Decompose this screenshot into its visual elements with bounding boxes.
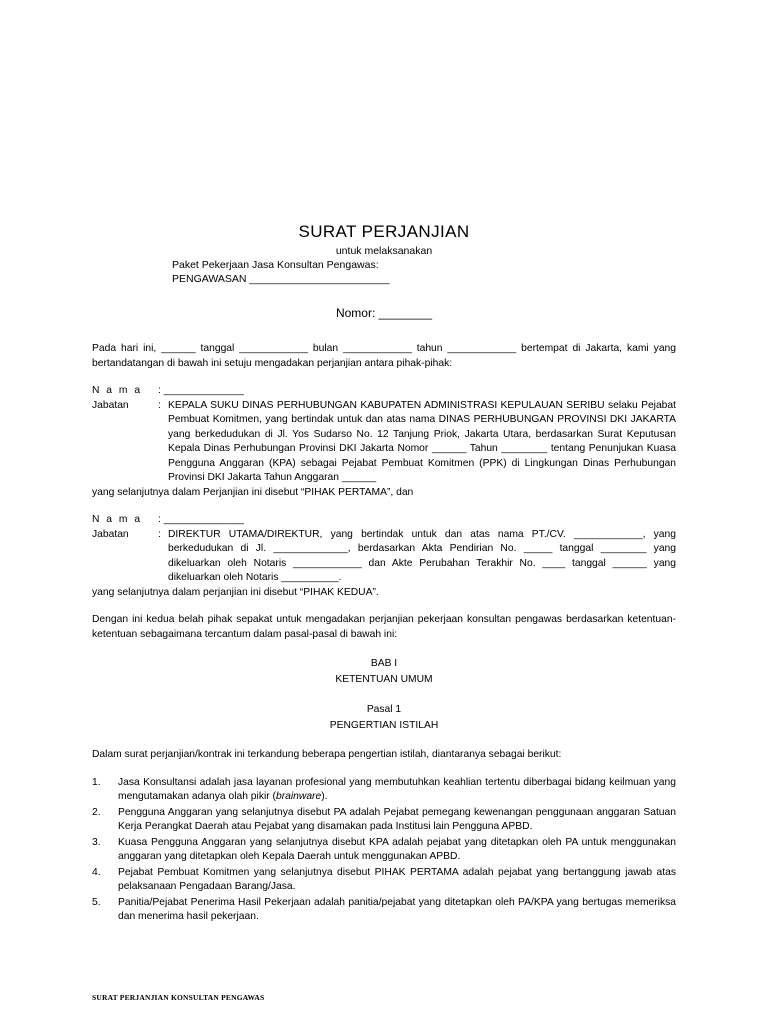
list-item-italic: brainware	[275, 791, 322, 802]
list-item	[92, 806, 676, 835]
list-item	[92, 836, 676, 865]
list-item-text-after: ).	[321, 791, 328, 802]
document-content	[92, 222, 676, 926]
definitions-list	[92, 776, 676, 925]
list-item-number: 1.	[92, 776, 101, 788]
article-number: Pasal 1	[366, 704, 402, 715]
list-item-text: Pengguna Anggaran yang selanjutnya disebut PA adalah Pejabat pemegang kewenangan penggunaan anggaran Satuan Kerja Perangkat Daerah atau Pejabat yang disamakan pada Institusi lain Pengguna APBD.	[118, 806, 676, 832]
party-first-role-label: Jabatan	[92, 399, 129, 411]
party-second-role-value: DIREKTUR UTAMA/DIREKTUR, yang bertindak untuk dan atas nama PT./CV. ____________, yang berkedudukan di Jl. _____________, berdasarkan Akta Pendirian No. _____ tanggal ________ yang dikeluarkan oleh Notaris ____________ dan Akte Perubahan Terakhir No. ____ tanggal ______ yang dikeluarkan oleh Notaris __________.	[168, 528, 676, 583]
chapter-title: KETENTUAN UMUM	[335, 674, 433, 685]
intro-paragraph: Pada hari ini, ______ tanggal ____________ bulan ____________ tahun ____________ bertempat di Jakarta, kami yang bertandatangan di bawah ini setuju mengadakan perjanjian antara pihak-pihak:	[92, 343, 676, 369]
party-first-note: yang selanjutnya dalam Perjanjian ini disebut “PIHAK PERTAMA”, dan	[92, 486, 414, 498]
party-first-role-colon: :	[158, 399, 161, 411]
party-second-role-row	[92, 528, 676, 586]
agreement-paragraph: Dengan ini kedua belah pihak sepakat untuk mengadakan perjanjian pekerjaan konsultan pengawas berdasarkan ketentuan-ketentuan sebagaimana tercantum dalam pasal-pasal di bawah ini:	[92, 614, 676, 640]
document-subtitle-line-3: PENGAWASAN ________________________	[172, 273, 390, 285]
document-subtitle-line-1: untuk melaksanakan	[335, 245, 433, 257]
party-second-note: yang selanjutnya dalam perjanjian ini disebut “PIHAK KEDUA”.	[92, 586, 379, 598]
article-title: PENGERTIAN ISTILAH	[329, 720, 439, 731]
list-item	[92, 866, 676, 895]
party-second-name-value: : ______________	[158, 514, 244, 525]
party-first-block	[92, 384, 676, 486]
page-footer: SURAT PERJANJIAN KONSULTAN PENGAWAS	[92, 993, 265, 1002]
chapter-number: BAB I	[370, 658, 398, 669]
article-heading	[92, 702, 676, 734]
party-second-block	[92, 513, 676, 586]
list-item-number: 5.	[92, 896, 101, 908]
list-item-text: Jasa Konsultansi adalah jasa layanan profesional yang membutuhkan keahlian tertentu diberbagai bidang keilmuan yang mengutamakan adanya olah pikir (	[118, 776, 676, 802]
party-second-role-label: Jabatan	[92, 528, 129, 540]
party-first-role-row	[92, 399, 676, 486]
list-item	[92, 896, 676, 925]
list-item-text: Panitia/Pejabat Penerima Hasil Pekerjaan adalah panitia/pejabat yang ditetapkan oleh PA/KPA yang bertugas memeriksa dan menerima hasil pekerjaan.	[118, 896, 676, 922]
party-first-name-value: : ______________	[158, 385, 244, 396]
document-number: Nomor: ________	[335, 306, 433, 320]
list-item-text: Pejabat Pembuat Komitmen yang selanjutnya disebut PIHAK PERTAMA adalah pejabat yang bertanggung jawab atas pelaksanaan Pengadaan Barang/Jasa.	[118, 866, 676, 892]
chapter-heading	[92, 656, 676, 688]
definitions-intro: Dalam surat perjanjian/kontrak ini terkandung beberapa pengertian istilah, diantaranya sebagai berikut:	[92, 749, 562, 760]
document-title: SURAT PERJANJIAN	[298, 222, 470, 241]
party-second-name-row	[92, 513, 676, 528]
list-item-number: 4.	[92, 866, 101, 878]
party-first-name-label: N a m a	[92, 385, 143, 396]
party-second-name-label: N a m a	[92, 514, 143, 525]
party-first-role-value: KEPALA SUKU DINAS PERHUBUNGAN KABUPATEN ADMINISTRASI KEPULAUAN SERIBU selaku Pejabat Pembuat Komitmen, yang bertindak untuk dan atas nama DINAS PERHUBUNGAN PROVINSI DKI JAKARTA yang berkedudukan di Jl. Yos Sudarso No. 12 Tanjung Priok, Jakarta Utara, berdasarkan Surat Keputusan Kepala Dinas Perhubungan Provinsi DKI Jakarta Nomor ______ Tahun ________ tentang Penunjukan Kuasa Pengguna Anggaran (KPA) sebagai Pejabat Pembuat Komitmen (PPK) di Lingkungan Dinas Perhubungan Provinsi DKI Jakarta Tahun Anggaran ______	[168, 399, 676, 483]
list-item-number: 2.	[92, 806, 101, 818]
document-subtitle-line-2: Paket Pekerjaan Jasa Konsultan Pengawas:	[172, 259, 379, 271]
list-item-text: Kuasa Pengguna Anggaran yang selanjutnya disebut KPA adalah pejabat yang ditetapkan oleh PA untuk menggunakan anggaran yang ditetapkan oleh Kepala Daerah untuk menggunakan APBD.	[118, 836, 676, 862]
document-subtitle-block	[172, 258, 676, 286]
list-item-number: 3.	[92, 836, 101, 848]
list-item	[92, 776, 676, 805]
party-second-role-colon: :	[158, 528, 161, 540]
party-first-name-row	[92, 384, 676, 399]
